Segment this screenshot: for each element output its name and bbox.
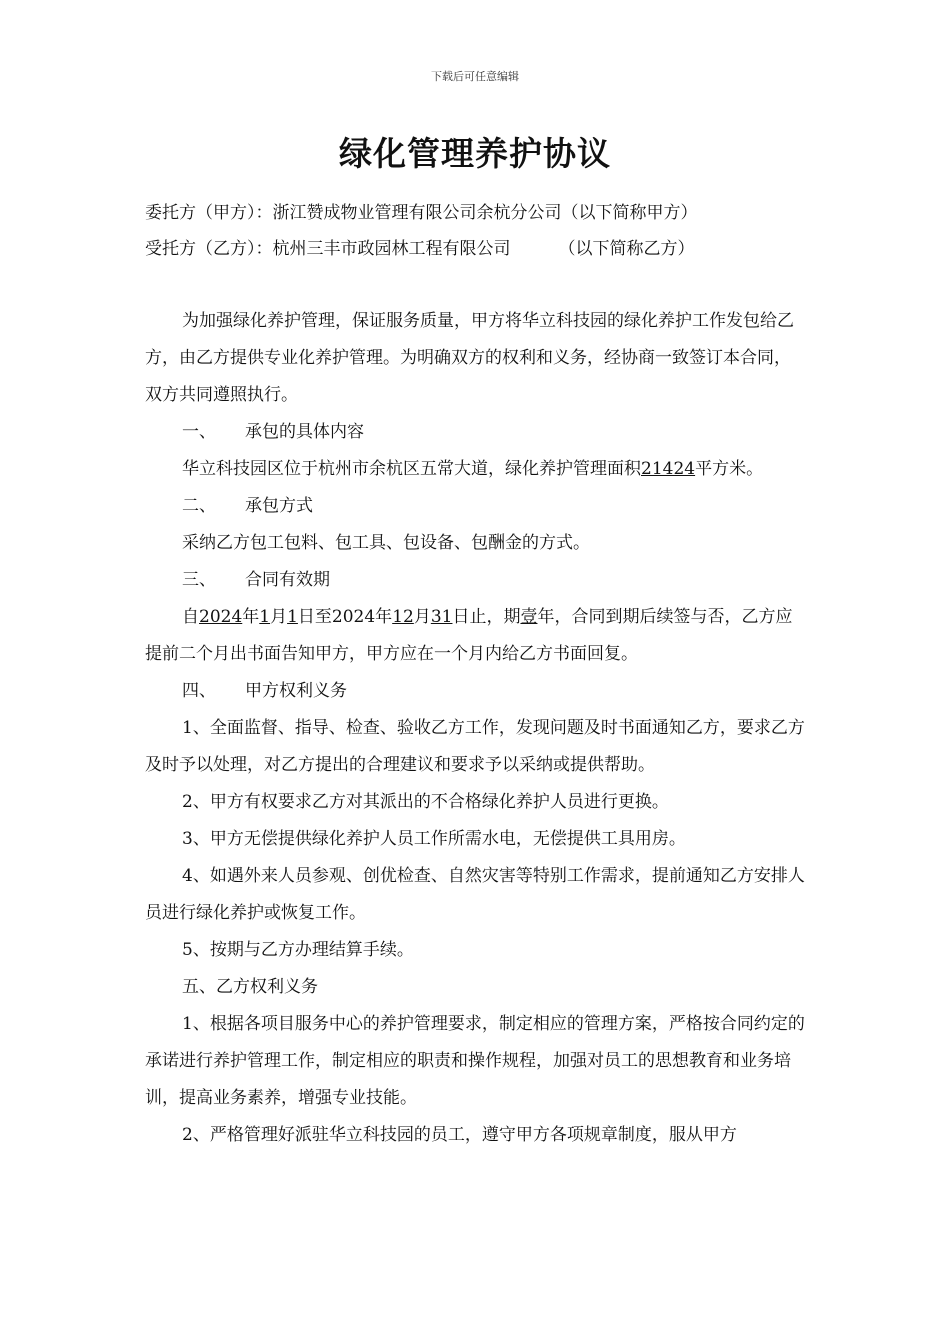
header-note: 下载后可任意编辑 <box>431 70 519 83</box>
document-title: 绿化管理养护协议 <box>339 134 611 173</box>
party-a-line <box>145 201 698 225</box>
section-4-title: 甲方权利义务 <box>245 681 347 701</box>
section-2-text: 采纳乙方包工包料、包工具、包设备、包酬金的方式。 <box>182 533 590 553</box>
contract-body <box>145 303 805 1154</box>
section-4-item: 4、如遇外来人员参观、创优检查、自然灾害等特别工作需求，提前通知乙方安排人员进行绿化养护或恢复工作。 <box>145 866 805 923</box>
end-month: 12 <box>392 607 414 627</box>
section-1-heading <box>145 414 805 451</box>
intro-paragraph: 为加强绿化养护管理，保证服务质量，甲方将华立科技园的绿化养护工作发包给乙方，由乙方提供专业化养护管理。为明确双方的权利和义务，经协商一致签订本合同，双方共同遵照执行。 <box>145 311 794 405</box>
section-1-text: 华立科技园区位于杭州市余杭区五常大道，绿化养护管理面积21424平方米。 <box>182 459 764 479</box>
party-b-label: 受托方（乙方）： <box>145 239 273 259</box>
section-2-number: 二、 <box>182 496 216 516</box>
start-day: 1 <box>287 607 298 627</box>
section-4-number: 四、 <box>182 681 216 701</box>
section-3-heading <box>145 562 805 599</box>
section-2-title: 承包方式 <box>245 496 313 516</box>
section-3-title: 合同有效期 <box>245 570 330 590</box>
start-year: 2024 <box>199 607 243 627</box>
area-value: 21424 <box>641 459 696 479</box>
section-5-item: 1、根据各项目服务中心的养护管理要求，制定相应的管理方案，严格按合同约定的承诺进行养护管理工作，制定相应的职责和操作规程，加强对员工的思想教育和业务培训，提高业务素养，增强专业技能。 <box>145 1014 805 1108</box>
section-1-title: 承包的具体内容 <box>245 422 364 442</box>
section-4-item: 2、甲方有权要求乙方对其派出的不合格绿化养护人员进行更换。 <box>182 792 669 812</box>
section-4-heading <box>145 673 805 710</box>
section-4-item: 5、按期与乙方办理结算手续。 <box>182 940 414 960</box>
start-month: 1 <box>259 607 271 627</box>
section-3-text: 自2024年1月1日至2024年12月31日止，期壹年，合同到期后续签与否，乙方应提前二个月出书面告知甲方，甲方应在一个月内给乙方书面回复。 <box>145 607 793 664</box>
party-a-name: 浙江赞成物业管理有限公司余杭分公司 <box>272 203 562 223</box>
section-1-number: 一、 <box>182 422 216 442</box>
party-a-label: 委托方（甲方）： <box>145 203 273 223</box>
section-4-item: 1、全面监督、指导、检查、验收乙方工作，发现问题及时书面通知乙方，要求乙方及时予以处理，对乙方提出的合理建议和要求予以采纳或提供帮助。 <box>145 718 805 775</box>
section-5-item: 2、严格管理好派驻华立科技园的员工，遵守甲方各项规章制度，服从甲方 <box>182 1125 737 1145</box>
section-2-heading <box>145 488 805 525</box>
end-day: 31 <box>430 607 453 627</box>
section-4-item: 3、甲方无偿提供绿化养护人员工作所需水电，无偿提供工具用房。 <box>182 829 686 849</box>
section-3-number: 三、 <box>182 570 216 590</box>
section-5-heading: 五、乙方权利义务 <box>182 977 318 997</box>
party-b-alias: （以下简称乙方） <box>558 239 695 259</box>
party-b-name: 杭州三丰市政园林工程有限公司 <box>272 239 511 259</box>
term-years: 壹 <box>520 607 538 627</box>
party-b-line <box>145 237 695 261</box>
party-a-alias: （以下简称甲方） <box>561 203 698 223</box>
